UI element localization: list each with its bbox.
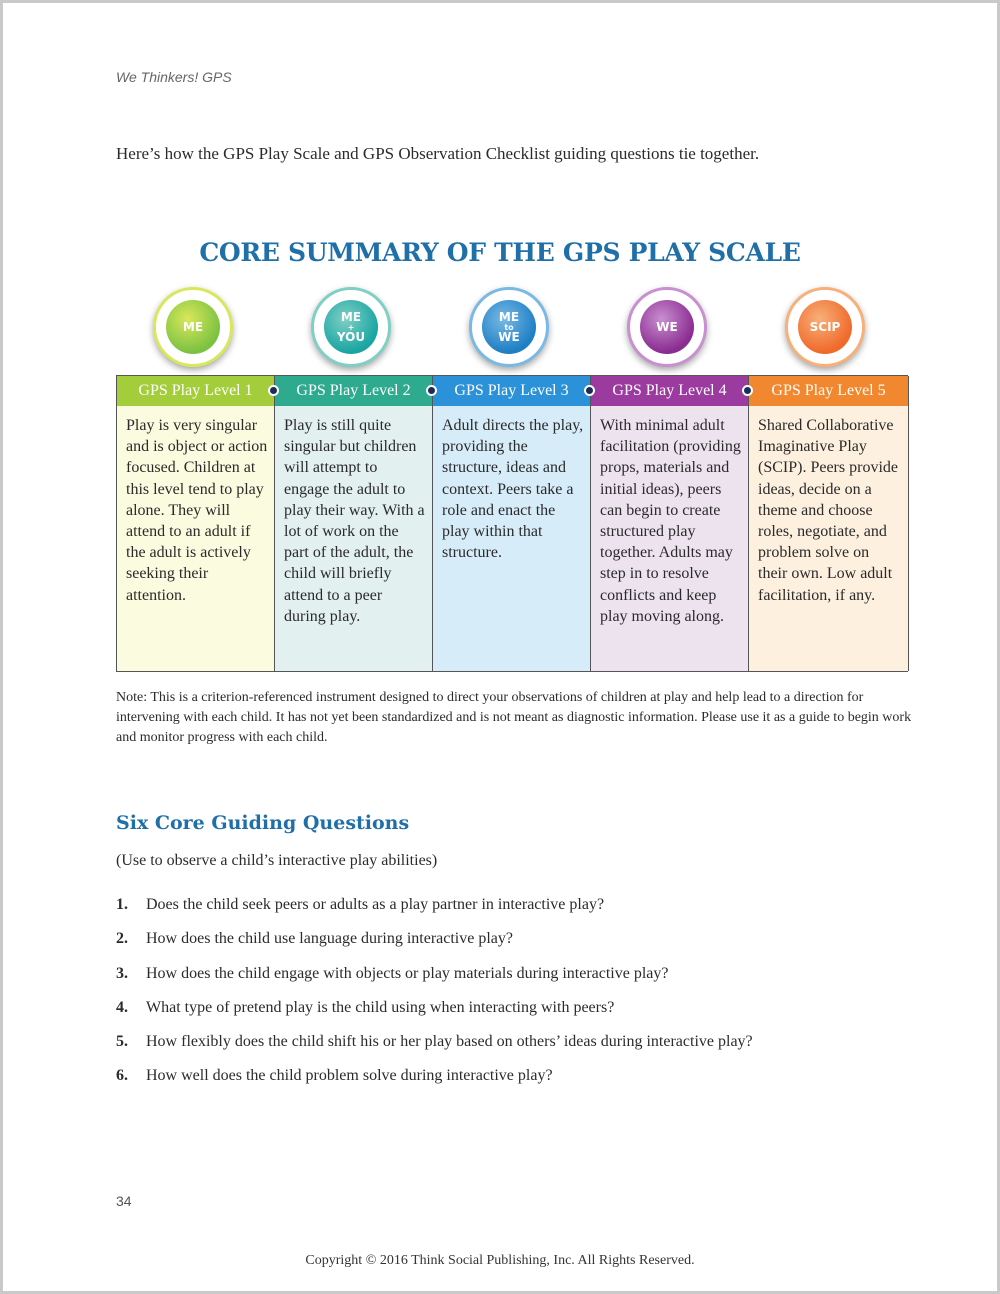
badge-circle — [166, 300, 220, 354]
page — [3, 3, 997, 1291]
badge-circle — [798, 300, 852, 354]
level-description: Play is still quite singular but children will attempt to engage the adult to play their way. With a lot of work on the part of the adult, the child will briefly attend to a peer during play. — [275, 406, 432, 671]
badge-label: SCIP — [809, 319, 841, 334]
level-heading: GPS Play Level 1 — [117, 376, 274, 406]
level-heading: GPS Play Level 5 — [749, 376, 908, 406]
page-number: 34 — [116, 1193, 132, 1209]
question-number: 2. — [116, 930, 128, 948]
running-head: We Thinkers! GPS — [116, 69, 232, 85]
level-heading: GPS Play Level 4 — [591, 376, 748, 406]
question-item — [116, 999, 916, 1033]
level-column-2 — [275, 376, 433, 671]
badge-ring — [153, 287, 233, 367]
question-text: How well does the child problem solve during interactive play? — [146, 1067, 553, 1085]
level-column-4 — [591, 376, 749, 671]
badge-circle — [640, 300, 694, 354]
question-number: 3. — [116, 964, 128, 982]
badge-label: ME — [340, 309, 362, 324]
badge-label: WE — [656, 319, 678, 334]
question-item — [116, 1067, 916, 1101]
six-core-title: Six Core Guiding Questions — [116, 812, 410, 834]
level-column-3 — [433, 376, 591, 671]
guiding-questions-list — [116, 896, 916, 1102]
level-badge-2 — [274, 287, 432, 377]
question-number: 1. — [116, 896, 128, 913]
level-description: Adult directs the play, providing the structure, ideas and context. Peers take a role and enact the play within that structure. — [433, 406, 590, 671]
connector-dot — [426, 385, 437, 396]
note-text: Note: This is a criterion-referenced instrument designed to direct your observations of children at play and help lead to a direction for intervening with each child. It has not yet been standardized and is not meant as diagnostic information. Please use it as a guide to begin work and monitor progress with each child. — [116, 690, 912, 745]
badge-circle — [324, 300, 378, 354]
badge-label: to — [504, 322, 514, 332]
level-description: Play is very singular and is object or action focused. Children at this level tend to play alone. They will attend to an adult if the adult is actively seeking their attention. — [117, 406, 274, 671]
question-number: 5. — [116, 1033, 128, 1051]
question-text: How flexibly does the child shift his or her play based on others’ ideas during interactive play? — [146, 1033, 753, 1051]
level-heading: GPS Play Level 2 — [275, 376, 432, 406]
level-badge-3 — [432, 287, 590, 377]
badge-label: WE — [498, 329, 520, 344]
question-item — [116, 965, 916, 999]
question-text: How does the child use language during interactive play? — [146, 930, 513, 948]
badge-ring — [469, 287, 549, 367]
badge-circle — [482, 300, 536, 354]
play-scale-table — [116, 375, 908, 672]
question-item — [116, 896, 916, 930]
level-badge-4 — [590, 287, 748, 377]
question-item — [116, 1033, 916, 1067]
intro-text: Here’s how the GPS Play Scale and GPS Observation Checklist guiding questions tie together. — [116, 144, 760, 163]
copyright: Copyright © 2016 Think Social Publishing, Inc. All Rights Reserved. — [305, 1253, 695, 1268]
level-description: Shared Collaborative Imaginative Play (SCIP). Peers provide ideas, decide on a theme and choose roles, negotiate, and problem solve on their own. Low adult facilitation, if any. — [749, 406, 908, 671]
question-item — [116, 930, 916, 964]
level-heading: GPS Play Level 3 — [433, 376, 590, 406]
level-column-5 — [749, 376, 909, 671]
question-text: What type of pretend play is the child using when interacting with peers? — [146, 998, 615, 1016]
level-badge-1 — [116, 287, 274, 377]
question-number: 6. — [116, 1067, 128, 1085]
badge-label: YOU — [336, 329, 366, 344]
question-text: Does the child seek peers or adults as a play partner in interactive play? — [146, 896, 605, 913]
badge-label: ME — [182, 319, 204, 334]
level-badge-row — [116, 287, 908, 377]
badge-ring — [311, 287, 391, 367]
core-summary-title: CORE SUMMARY OF THE GPS PLAY SCALE — [199, 238, 801, 267]
connector-dot — [742, 385, 753, 396]
badge-label: ME — [498, 309, 520, 324]
six-core-subtitle: (Use to observe a child’s interactive play abilities) — [116, 852, 438, 869]
question-text: How does the child engage with objects or play materials during interactive play? — [146, 964, 669, 982]
level-badge-5 — [748, 287, 906, 377]
level-description: With minimal adult facilitation (providing props, materials and initial ideas), peers can begin to create structured play together. Adults may step in to resolve conflicts and keep play moving along. — [591, 406, 748, 671]
badge-ring — [627, 287, 707, 367]
level-column-1 — [117, 376, 275, 671]
badge-ring — [785, 287, 865, 367]
connector-dot — [584, 385, 595, 396]
connector-dot — [268, 385, 279, 396]
badge-label: + — [347, 322, 355, 332]
question-number: 4. — [116, 998, 128, 1016]
